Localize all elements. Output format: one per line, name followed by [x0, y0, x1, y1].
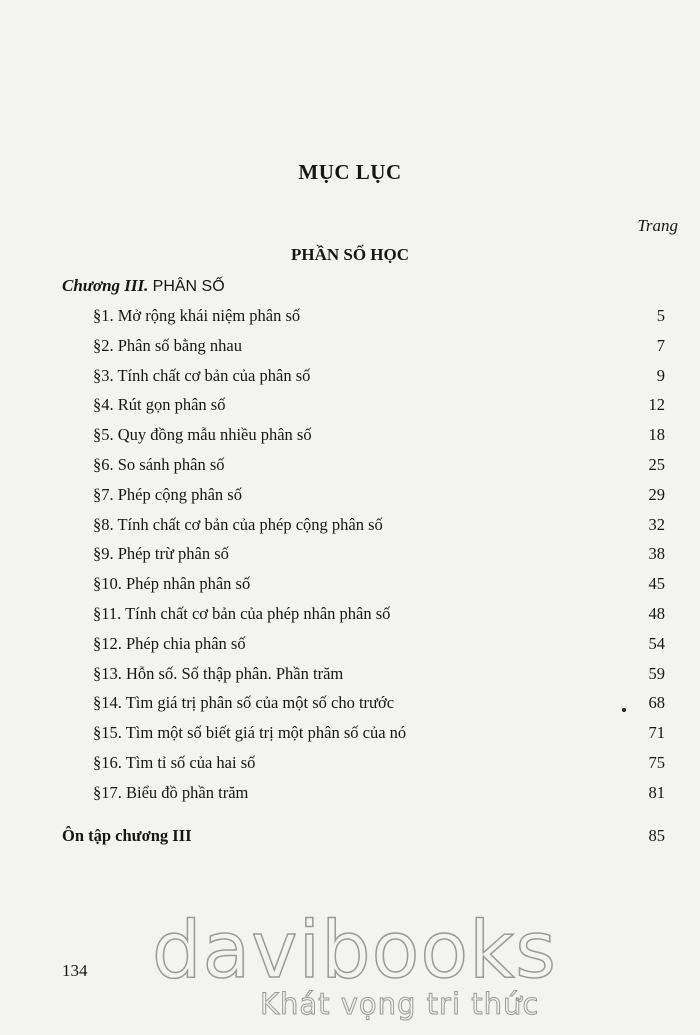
toc-entry-page: 25: [648, 454, 665, 474]
page-number: 134: [62, 961, 88, 980]
toc-entry-title: §3. Tính chất cơ bản của phân số: [93, 365, 311, 385]
toc-entry-title: §6. So sánh phân số: [93, 454, 225, 474]
toc-entry-title: §1. Mở rộng khái niệm phân số: [93, 306, 301, 325]
page-title: MỤC LỤC: [298, 160, 402, 184]
toc-entry-title: §15. Tìm một số biết giá trị một phân số của nó: [93, 723, 407, 743]
watermark-tagline: Khát vọng tri thức: [260, 987, 540, 1021]
toc-entry: [93, 336, 665, 366]
toc-entry-title: §9. Phép trừ phân số: [93, 544, 229, 564]
toc-entry-page: 9: [656, 365, 665, 385]
print-speck: [622, 708, 626, 712]
toc-entry: [93, 515, 665, 545]
watermark-logo: davibooks: [152, 906, 557, 996]
toc-entry-page: 18: [648, 425, 665, 445]
toc-entry: [93, 604, 665, 634]
toc-entry: [93, 693, 665, 723]
toc-entry-page: 7: [656, 335, 665, 355]
toc-entry-title: §4. Rút gọn phân số: [93, 395, 226, 415]
toc-entry-title: §14. Tìm giá trị phân số của một số cho trước: [93, 693, 395, 713]
table-of-contents: [93, 306, 665, 813]
toc-entry-title: §5. Quy đồng mẫu nhiều phân số: [93, 425, 312, 445]
toc-entry-page: 5: [656, 306, 665, 325]
toc-entry-title: §8. Tính chất cơ bản của phép cộng phân số: [93, 514, 383, 534]
toc-entry: [93, 753, 665, 783]
toc-entry-title: §17. Biểu đồ phần trăm: [93, 782, 249, 802]
part-title: PHẦN SỐ HỌC: [290, 245, 410, 264]
chapter-title: PHÂN SỐ: [152, 278, 225, 295]
review-page: 85: [648, 826, 665, 845]
toc-entry-page: 54: [648, 633, 665, 653]
toc-entry-title: §12. Phép chia phân số: [93, 633, 246, 653]
toc-entry-title: §2. Phân số bằng nhau: [93, 335, 242, 355]
toc-entry-page: 48: [648, 603, 665, 623]
toc-entry: [93, 306, 665, 336]
toc-entry: [93, 544, 665, 574]
chapter-label: Chương III.: [62, 276, 149, 295]
toc-entry: [93, 783, 665, 813]
chapter-heading: [62, 276, 225, 296]
toc-entry-title: §16. Tìm tỉ số của hai số: [93, 752, 256, 772]
toc-entry-page: 45: [648, 574, 665, 594]
toc-entry: [93, 455, 665, 485]
toc-entry: [93, 395, 665, 425]
review-title: Ôn tập chương III: [62, 826, 192, 845]
toc-entry-page: 71: [648, 723, 665, 743]
toc-entry-page: 59: [648, 663, 665, 683]
toc-entry: [93, 425, 665, 455]
review-entry: [62, 826, 665, 846]
toc-entry-page: 32: [648, 514, 665, 534]
toc-entry: [93, 664, 665, 694]
toc-entry-title: §13. Hỗn số. Số thập phân. Phần trăm: [93, 663, 344, 683]
toc-entry-page: 29: [648, 484, 665, 504]
toc-entry: [93, 723, 665, 753]
toc-entry-title: §11. Tính chất cơ bản của phép nhân phân số: [93, 603, 391, 623]
toc-entry-title: §10. Phép nhân phân số: [93, 574, 251, 594]
toc-entry: [93, 574, 665, 604]
page-column-label: Trang: [637, 216, 678, 235]
toc-entry-page: 68: [648, 693, 665, 713]
toc-entry-title: §7. Phép cộng phân số: [93, 484, 242, 504]
toc-entry: [93, 634, 665, 664]
toc-entry-page: 38: [648, 544, 665, 564]
toc-entry-page: 12: [648, 395, 665, 415]
toc-entry: [93, 485, 665, 515]
toc-entry-page: 75: [648, 752, 665, 772]
toc-entry-page: 81: [648, 782, 665, 802]
toc-entry: [93, 366, 665, 396]
